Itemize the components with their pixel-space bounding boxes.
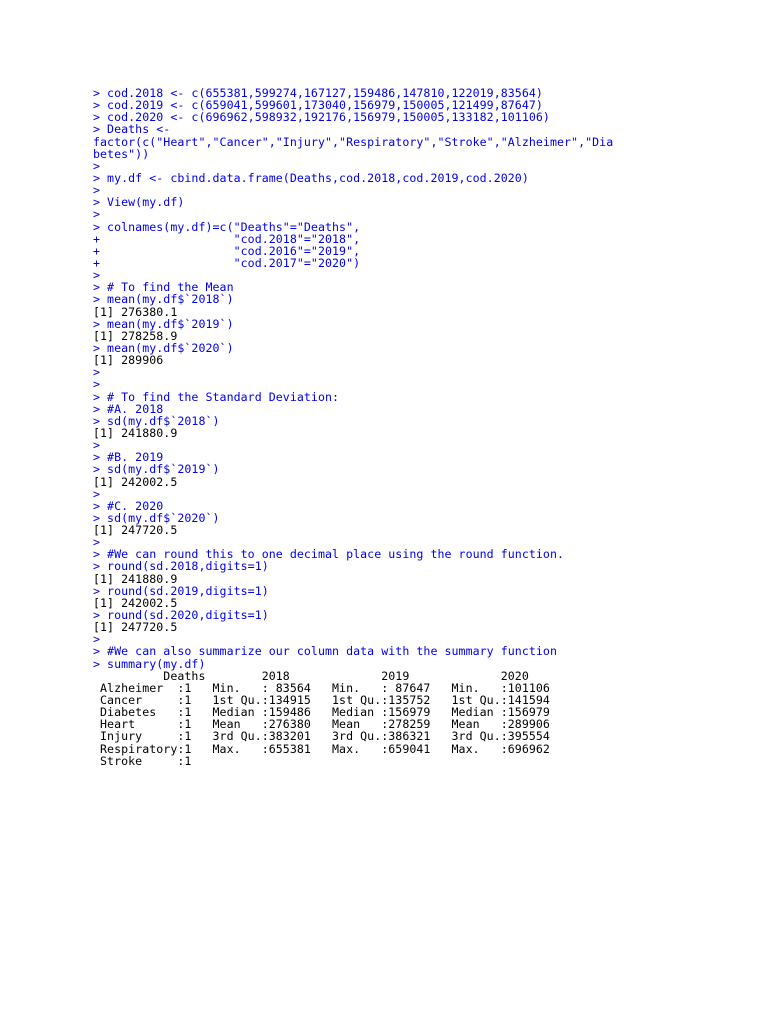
console-input-line: > cod.2019 <- c(659041,599601,173040,156979,150005,121499,87647) [93,98,543,113]
console-input-line: > [93,377,101,392]
console-input-line: > sd(my.df$`2018`) [93,413,220,428]
console-input-line: > [93,268,101,283]
console-output-line: Cancer :1 1st Qu.:134915 1st Qu.:135752 1st Qu.:141594 [93,693,565,708]
console-input-line: + "cod.2017"="2020") [93,255,361,270]
console-output-line: [1] 242002.5 [93,595,178,610]
console-input-line: > mean(my.df$`2019`) [93,316,234,331]
console-output-line: [1] 278258.9 [93,328,178,343]
console-output-line: [1] 276380.1 [93,304,178,319]
console-input-line: > #We can also summarize our column data with the summary function [93,644,557,659]
console-input-line: > [93,207,101,222]
console-output-line: [1] 247720.5 [93,620,178,635]
console-input-line: > cod.2020 <- c(696962,598932,192176,156979,150005,133182,101106) [93,110,550,125]
console-input-line: > #B. 2019 [93,450,164,465]
console-input-line: factor(c("Heart","Cancer","Injury","Respiratory","Stroke","Alzheimer","Dia [93,134,614,149]
console-input-line: > mean(my.df$`2018`) [93,292,234,307]
console-output-line: [1] 289906 [93,353,164,368]
console-input-line: > [93,365,101,380]
console-input-line: + "cod.2016"="2019", [93,243,361,258]
console-input-line: > [93,158,101,173]
console-input-line: > [93,486,101,501]
console-input-line: > sd(my.df$`2020`) [93,510,220,525]
console-output-line: Stroke :1 [93,753,565,768]
console-input-line: > round(sd.2019,digits=1) [93,583,269,598]
console-input-line: + "cod.2018"="2018", [93,231,361,246]
console-input-line: > mean(my.df$`2020`) [93,340,234,355]
console-input-line: > #We can round this to one decimal place using the round function. [93,547,565,562]
console-input-line: > round(sd.2020,digits=1) [93,608,269,623]
console-output-line: [1] 241880.9 [93,571,178,586]
console-input-line: > [93,438,101,453]
console-input-line: > my.df <- cbind.data.frame(Deaths,cod.2018,cod.2019,cod.2020) [93,170,529,185]
console-input-line: > round(sd.2018,digits=1) [93,559,269,574]
r-console-transcript [93,87,753,767]
console-input-line: > #C. 2020 [93,498,164,513]
console-input-line: > [93,632,101,647]
console-output-line: Heart :1 Mean :276380 Mean :278259 Mean :289906 [93,717,565,732]
console-output-line: Injury :1 3rd Qu.:383201 3rd Qu.:386321 3rd Qu.:395554 [93,729,565,744]
console-output-line: Deaths 2018 2019 2020 [93,668,579,683]
console-input-line: > cod.2018 <- c(655381,599274,167127,159486,147810,122019,83564) [93,86,543,100]
console-input-line: > # To find the Mean [93,280,234,295]
console-input-line: > View(my.df) [93,195,185,210]
console-input-line: > Deaths <- [93,122,171,137]
console-input-line: > [93,183,101,198]
console-output-line: Diabetes :1 Median :159486 Median :156979 Median :156979 [93,705,565,720]
console-input-line: > # To find the Standard Deviation: [93,389,340,404]
console-output-line: [1] 247720.5 [93,523,178,538]
console-output-line: [1] 242002.5 [93,474,178,489]
console-input-line: > summary(my.df) [93,656,206,671]
console-input-line: > #A. 2018 [93,401,164,416]
console-input-line: > sd(my.df$`2019`) [93,462,220,477]
console-input-line: > colnames(my.df)=c("Deaths"="Deaths", [93,219,361,234]
console-output-line: Respiratory:1 Max. :655381 Max. :659041 Max. :696962 [93,741,565,756]
console-output-line: [1] 241880.9 [93,425,178,440]
console-input-line: > [93,535,101,550]
console-output-line: Alzheimer :1 Min. : 83564 Min. : 87647 Min. :101106 [93,680,565,695]
console-input-line: betes")) [93,146,150,161]
